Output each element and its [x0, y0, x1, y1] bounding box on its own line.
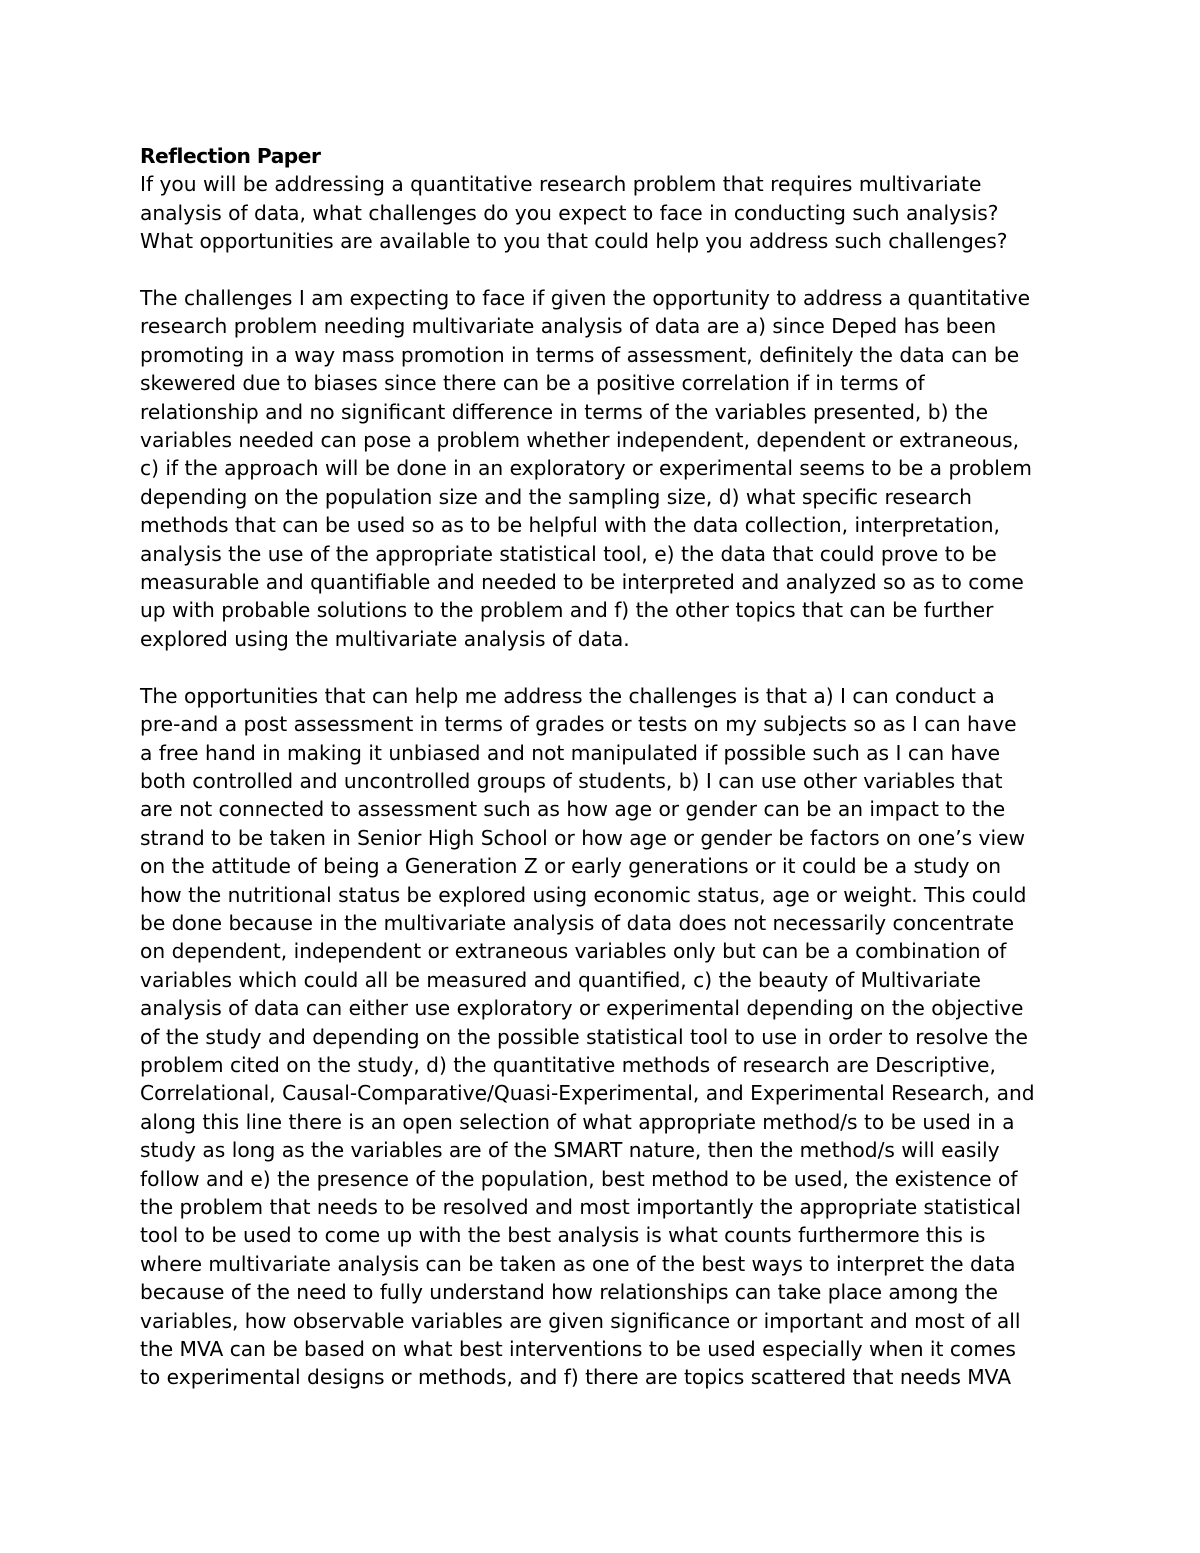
text-line: pre-and a post assessment in terms of grades or tests on my subjects so as I can have [140, 712, 1017, 737]
text-line: be done because in the multivariate analysis of data does not necessarily concentrate [140, 910, 1015, 935]
text-line: promoting in a way mass promotion in terms of assessment, definitely the data can be [140, 342, 1020, 367]
text-line: measurable and quantifiable and needed to be interpreted and analyzed so as to come [140, 570, 1024, 595]
text-line: how the nutritional status be explored using economic status, age or weight. This could [140, 882, 1027, 907]
text-line: because of the need to fully understand how relationships can take place among the [140, 1280, 998, 1305]
text-line: methods that can be used so as to be helpful with the data collection, interpretation, [140, 513, 1000, 538]
text-line: relationship and no significant difference in terms of the variables presented, b) the [140, 399, 988, 424]
text-line: study as long as the variables are of the SMART nature, then the method/s will easily [140, 1138, 1000, 1163]
text-line: variables which could all be measured and quantified, c) the beauty of Multivariate [140, 967, 981, 992]
text-line: to experimental designs or methods, and f) there are topics scattered that needs MVA [140, 1365, 1012, 1390]
prompt-line: analysis of data, what challenges do you expect to face in conducting such analysis? [140, 200, 999, 225]
text-line: up with probable solutions to the problem and f) the other topics that can be further [140, 598, 994, 623]
prompt-question [140, 170, 1065, 255]
paragraph-challenges [140, 284, 1065, 653]
text-line: explored using the multivariate analysis of data. [140, 626, 630, 651]
text-line: research problem needing multivariate analysis of data are a) since Deped has been [140, 314, 997, 339]
prompt-line: If you will be addressing a quantitative research problem that requires multivariate [140, 172, 982, 197]
text-line: where multivariate analysis can be taken as one of the best ways to interpret the data [140, 1251, 1016, 1276]
document-page [140, 142, 1065, 1392]
text-line: problem cited on the study, d) the quantitative methods of research are Descriptive, [140, 1052, 996, 1077]
text-line: both controlled and uncontrolled groups of students, b) I can use other variables that [140, 768, 1003, 793]
text-line: c) if the approach will be done in an exploratory or experimental seems to be a problem [140, 456, 1032, 481]
text-line: skewered due to biases since there can be a positive correlation if in terms of [140, 371, 925, 396]
text-line: follow and e) the presence of the population, best method to be used, the existence of [140, 1166, 1018, 1191]
text-line: analysis the use of the appropriate statistical tool, e) the data that could prove to be [140, 541, 997, 566]
paragraph-opportunities [140, 682, 1065, 1392]
text-line: the MVA can be based on what best interventions to be used especially when it comes [140, 1337, 1016, 1362]
text-line: of the study and depending on the possible statistical tool to use in order to resolve the [140, 1024, 1028, 1049]
text-line: depending on the population size and the sampling size, d) what specific research [140, 484, 972, 509]
text-line: a free hand in making it unbiased and not manipulated if possible such as I can have [140, 740, 1001, 765]
text-line: strand to be taken in Senior High School or how age or gender be factors on one’s view [140, 825, 1026, 850]
text-line: the problem that needs to be resolved and most importantly the appropriate statistical [140, 1195, 1021, 1219]
text-line: The opportunities that can help me address the challenges is that a) I can conduct a [140, 683, 995, 708]
text-line: along this line there is an open selection of what appropriate method/s to be used in a [140, 1109, 1015, 1134]
paragraph-gap [140, 256, 1065, 284]
text-line: on dependent, independent or extraneous variables only but can be a combination of [140, 939, 1007, 964]
text-line: variables, how observable variables are given significance or important and most of all [140, 1308, 1021, 1333]
text-line: The challenges I am expecting to face if given the opportunity to address a quantitative [140, 286, 1031, 311]
text-line: Correlational, Causal-Comparative/Quasi-Experimental, and Experimental Research, and [140, 1081, 1035, 1106]
text-line: variables needed can pose a problem whether independent, dependent or extraneous, [140, 428, 1020, 453]
document-title: Reflection Paper [140, 144, 321, 168]
paragraph-gap [140, 653, 1065, 681]
text-line: tool to be used to come up with the best analysis is what counts furthermore this is [140, 1223, 986, 1248]
text-line: on the attitude of being a Generation Z or early generations or it could be a study on [140, 854, 1002, 879]
text-line: are not connected to assessment such as how age or gender can be an impact to the [140, 797, 1006, 822]
text-line: analysis of data can either use exploratory or experimental depending on the objective [140, 996, 1024, 1021]
prompt-line: What opportunities are available to you that could help you address such challenges? [140, 229, 1008, 254]
